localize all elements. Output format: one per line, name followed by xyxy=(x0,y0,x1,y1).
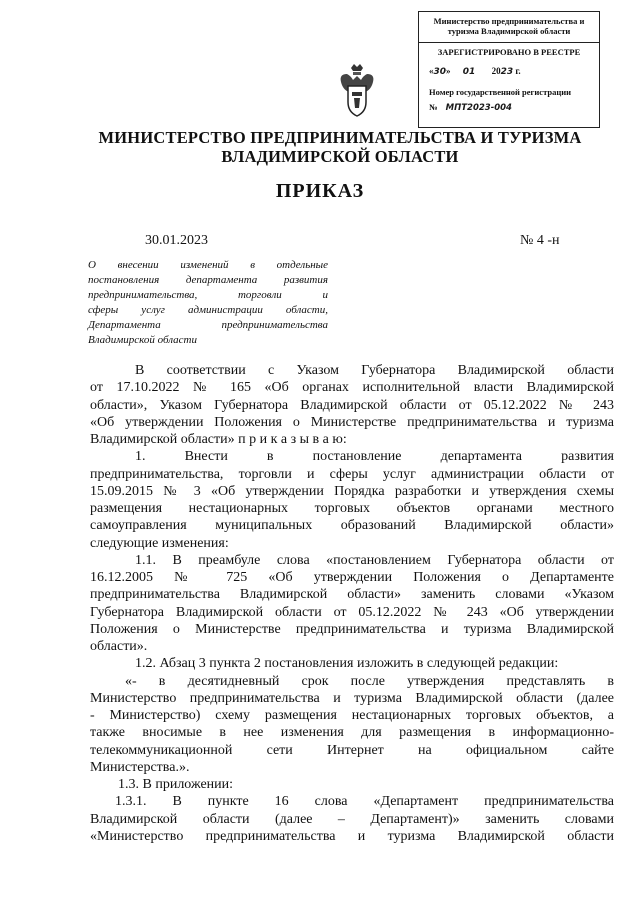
stamp-number-value: МПТ2023-004 xyxy=(445,103,512,113)
document-type: ПРИКАЗ xyxy=(275,180,365,202)
body-line: размещения нестационарных торговых объектов органами местного xyxy=(90,501,614,516)
ministry-name-line-2: ВЛАДИМИРСКОЙ ОБЛАСТИ xyxy=(221,147,459,166)
body-line: области», Указом Губернатора Владимирской области от 05.12.2022 № 243 xyxy=(90,397,614,413)
decree-word: п р и к а з ы в а ю: xyxy=(234,432,347,447)
subject-line: Владимирской области xyxy=(88,334,197,346)
body-line: 1.3.1. В пункте 16 слова «Департамент предпринимательства xyxy=(115,794,614,810)
body-line: от 17.10.2022 № 165 «Об органах исполнительной власти Владимирской xyxy=(90,380,614,396)
stamp-registered-label: ЗАРЕГИСТРИРОВАНО В РЕЕСТРЕ xyxy=(437,47,581,57)
stamp-date-year-unit: г. xyxy=(515,66,521,76)
body-line: «Об утверждении Положения о Министерстве предпринимательства и туризма xyxy=(90,414,614,430)
stamp-date-year-suffix: 23 xyxy=(500,67,514,77)
registration-stamp xyxy=(418,11,600,128)
body-line: области». xyxy=(90,639,148,654)
body-line: «Министерство предпринимательства и туризма Владимирской области xyxy=(90,828,614,844)
order-subject xyxy=(88,258,328,348)
subject-line: предпринимательства, торговли и xyxy=(88,289,328,301)
stamp-number xyxy=(429,102,599,113)
ministry-name-line-1: МИНИСТЕРСТВО ПРЕДПРИНИМАТЕЛЬСТВА И ТУРИЗМА xyxy=(98,128,582,147)
body-line: Владимирской области (далее – Департамент)» заменить словами xyxy=(90,811,614,827)
body-line: телекоммуникационной сети Интернет на официальном сайте xyxy=(90,742,614,758)
body-line: «- в десятидневный срок после утверждения представлять в xyxy=(125,673,614,689)
subject-line: Департамента предпринимательства xyxy=(88,319,328,331)
stamp-header: Министерство предпринимательства и туризма Владимирской области xyxy=(419,12,599,43)
stamp-date-month: 01 xyxy=(462,67,476,77)
body-line: предпринимательства, торговли и сферы услуг администрации области от xyxy=(90,466,614,482)
body-line: 1. Внести в постановление департамента развития xyxy=(135,449,614,465)
body-line: 16.12.2005 № 725 «Об утверждении Положения о Департаменте xyxy=(90,570,614,585)
body-line: Министерство предпринимательства и туризма Владимирской области (далее xyxy=(90,690,614,706)
body-line: - Министерство) схему размещения нестационарных торговых объектов, а xyxy=(90,708,614,723)
order-body xyxy=(90,362,614,845)
body-line: В соответствии с Указом Губернатора Владимирской области xyxy=(135,363,614,378)
body-line: Министерства.». xyxy=(90,759,190,775)
body-line: Владимирской области» п р и к а з ы в а ю: xyxy=(90,432,347,447)
order-number: № 4 -н xyxy=(520,233,560,248)
body-line: 1.3. В приложении: xyxy=(118,777,234,792)
stamp-number-label: Номер государственной регистрации xyxy=(429,87,572,97)
body-line: 1.2. Абзац 3 пункта 2 постановления изложить в следующей редакции: xyxy=(135,656,559,672)
body-line: также вносимые в нее изменения для размещения в информационно- xyxy=(90,725,614,741)
stamp-date: «30» 01 2023 г. xyxy=(429,66,521,77)
body-line: следующие изменения: xyxy=(90,535,229,551)
body-line: 15.09.2015 № 3 «Об утверждении Порядка разработки и утверждения схемы xyxy=(90,483,614,499)
subject-line: постановления департамента развития xyxy=(88,274,328,286)
body-line: самоуправления муниципальных образований Владимирской области» xyxy=(90,518,614,534)
body-line: Положения о Министерстве предпринимательства и туризма Владимирской xyxy=(90,621,614,637)
body-line: 1.1. В преамбуле слова «постановлением Губернатора области от xyxy=(135,552,614,568)
stamp-number-prefix: № xyxy=(429,102,438,112)
subject-line: О внесении изменений в отдельные xyxy=(88,259,328,271)
subject-line: сферы услуг администрации области, xyxy=(88,304,328,316)
body-line: предпринимательства Владимирской области» заменить словами «Указом xyxy=(90,587,614,603)
stamp-date-year-prefix: 20 xyxy=(491,66,501,76)
stamp-date-day: 30 xyxy=(433,67,447,77)
body-line: Губернатора Владимирской области от 05.12.2022 № 243 «Об утверждении xyxy=(90,604,614,620)
coat-of-arms-icon xyxy=(337,62,377,118)
order-date: 30.01.2023 xyxy=(145,233,208,248)
